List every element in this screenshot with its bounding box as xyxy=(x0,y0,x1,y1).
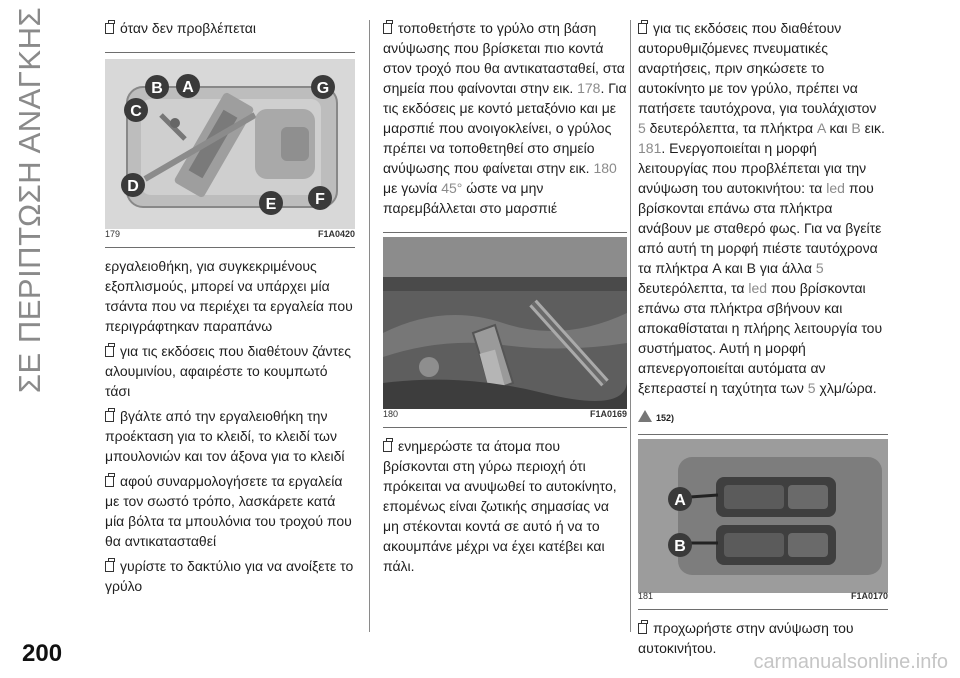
paragraph: αφού συναρμολογήσετε τα εργαλεία με τον σωστό τρόπο, λασκάρετε κατά μία βόλτα τα μπουλόνια του τροχού που θα αντικατασταθεί xyxy=(105,473,352,549)
paragraph: ενημερώστε τα άτομα που βρίσκονται στη γύρω περιοχή ότι πρόκειται να ανυψωθεί το αυτοκίνητο, επομένως είναι ζωτικής σημασίας να μη στέκονται κοντά σε αυτό ή να το ακουμπάνε μέχρι να έχει κατέβει και πάλι. xyxy=(383,438,617,574)
bullet-icon xyxy=(383,23,392,34)
watermark: carmanualsonline.info xyxy=(753,651,948,673)
bullet-icon xyxy=(105,561,114,572)
column-1 xyxy=(105,18,355,601)
label-C: C xyxy=(130,103,142,120)
bullet-icon xyxy=(105,411,114,422)
paragraph: τοποθετήστε το γρύλο στη βάση ανύψωσης που βρίσκεται πιο κοντά στον τροχό που θα αντικατασταθεί, στα σημεία που φαίνονται στην εικ. 178. Για τις εκδόσεις με κοντό μεταξόνιο και με μαρσπιέ που ανοιγοκλείνει, ο γρύλος πρέπει να τοποθετηθεί στο σημείο ανύψωσης που φαίνεται στην εικ. 180 με γωνία 45° ώστε να μην παρεμβάλλεται στο μαρσπιέ xyxy=(383,20,627,216)
column-3 xyxy=(638,18,888,663)
page-number: 200 xyxy=(22,640,63,667)
column-divider-1 xyxy=(369,20,370,632)
paragraph: γυρίστε το δακτύλιο για να ανοίξετε το γρύλο xyxy=(105,558,354,594)
warning-icon xyxy=(638,410,652,422)
label-E: E xyxy=(265,196,277,213)
paragraph: εργαλειοθήκη, για συγκεκριμένους εξοπλισμούς, μπορεί να υπάρχει μία τσάντα που να περιέχει τα εργαλεία που περιγράφτηκαν παραπάνω xyxy=(105,258,353,334)
column-2 xyxy=(383,18,627,581)
figure-180 xyxy=(383,232,627,428)
bullet-icon xyxy=(105,23,114,34)
label-B: B xyxy=(674,538,686,555)
paragraph: όταν δεν προβλέπεται xyxy=(105,18,355,38)
column-divider-2 xyxy=(630,20,631,632)
switch-panel-photo xyxy=(638,435,888,611)
figure-179 xyxy=(105,52,355,248)
warning-reference: 152) xyxy=(638,408,888,428)
label-A: A xyxy=(182,79,194,96)
figure-code: F1A0169 xyxy=(589,409,627,419)
bullet-icon xyxy=(105,476,114,487)
paragraph: προχωρήστε στην ανύψωση του αυτοκινήτου. xyxy=(638,620,854,656)
label-B: B xyxy=(151,80,163,97)
label-F: F xyxy=(315,191,325,208)
paragraph: βγάλτε από την εργαλειοθήκη την προέκταση για το κλειδί, το κλειδί των μπουλονιών και τον άξονα για το κλειδί xyxy=(105,408,345,464)
paragraph: για τις εκδόσεις που διαθέτουν αυτορυθμιζόμενες πνευματικές αναρτήσεις, πριν σηκώσετε το αυτοκίνητο με τον γρύλο, πρέπει να πατήσετε ταυτόχρονα, για τουλάχιστον 5 δευτερόλεπτα, τα πλήκτρα A και B εικ. 181. Ενεργοποιείται η μορφή λειτουργίας που προβλέπεται για την ανύψωση του αυτοκινήτου: τα led που βρίσκονται επάνω στα πλήκτρα ανάβουν με σταθερό φως. Για να βγείτε από αυτή τη μορφή πιέστε ταυτόχρονα τα πλήκτρα A και B για άλλα 5 δευτερόλεπτα, τα led που βρίσκονται επάνω στα πλήκτρα σβήνουν και αποκαθίσταται η πλήρης λειτουργία του συστήματος. Αυτή η μορφή απενεργοποιείται αυτόματα αν ξεπεραστεί η ταχύτητα των 5 χλμ/ώρα. xyxy=(638,20,885,396)
toolbox-photo xyxy=(105,53,355,249)
paragraph: για τις εκδόσεις που διαθέτουν ζάντες αλουμινίου, αφαιρέστε το κουμπωτό τάσι xyxy=(105,343,351,399)
jack-photo xyxy=(383,233,627,429)
figure-number: 180 xyxy=(383,409,399,419)
figure-number: 179 xyxy=(105,229,121,239)
bullet-icon xyxy=(383,441,392,452)
label-D: D xyxy=(127,178,139,195)
bullet-icon xyxy=(638,623,647,634)
bullet-icon xyxy=(638,23,647,34)
figure-code: F1A0170 xyxy=(850,591,888,601)
figure-181 xyxy=(638,434,888,610)
bullet-icon xyxy=(105,346,114,357)
side-section-title: ΣΕ ΠΕΡΙΠΤΩΣΗ ΑΝΑΓΚΗΣ xyxy=(12,6,47,394)
label-G: G xyxy=(316,80,330,97)
figure-number: 181 xyxy=(638,591,654,601)
label-A: A xyxy=(674,492,686,509)
figure-code: F1A0420 xyxy=(317,229,355,239)
